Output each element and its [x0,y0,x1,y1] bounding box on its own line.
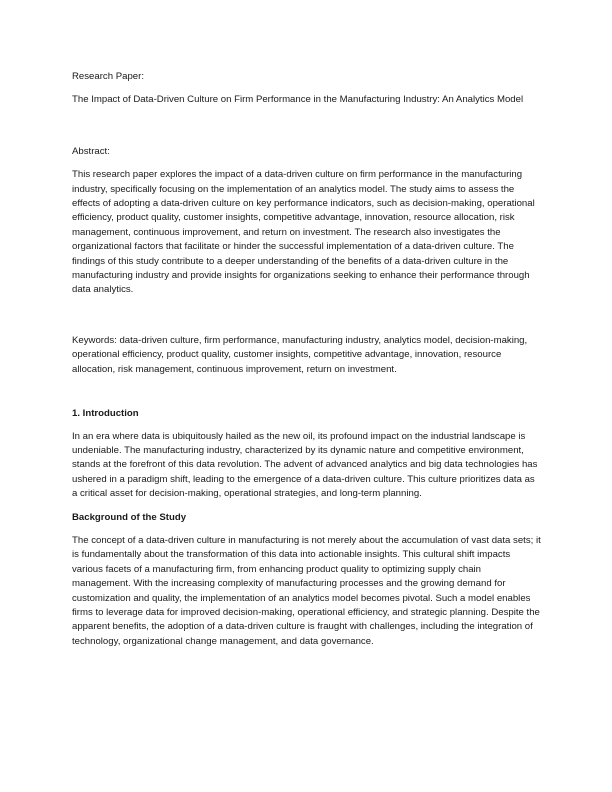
subheading-background: Background of the Study [72,511,187,523]
paper-title: The Impact of Data-Driven Culture on Firm Performance in the Manufacturing Industry: An Analytics Model [72,94,524,106]
section-heading-introduction: 1. Introduction [72,408,139,420]
abstract-label: Abstract: [72,145,110,157]
background-paragraph: The concept of a data-driven culture in manufacturing is not merely about the accumulation of vast data sets; it is fundamentally about the transformation of this data into actionable insights. This cultural shift impacts various facets of a manufacturing firm, from enhancing product quality to optimizing supply chain management. With the increasing complexity of manufacturing processes and the growing demand for customization and quality, the implementation of an analytics model becomes pivotal. Such a model enables firms to leverage data for improved decision-making, operational efficiency, and strategic planning. Despite the apparent benefits, the adoption of a data-driven culture is fraught with challenges, including the integration of technology, organizational change management, and data governance. [72,534,541,647]
document-label: Research Paper: [72,71,144,82]
introduction-paragraph: In an era where data is ubiquitously hailed as the new oil, its profound impact on the industrial landscape is undeniable. The manufacturing industry, characterized by its dynamic nature and competitive environment, stands at the forefront of this data revolution. The advent of advanced analytics and big data technologies has ushered in a paradigm shift, leading to the emergence of a data-driven culture. This culture prioritizes data as a critical asset for decision-making, operational strategies, and long-term planning. [72,430,538,500]
abstract-body: This research paper explores the impact of a data-driven culture on firm performance in the manufacturing industry, specifically focusing on the implementation of an analytics model. The study aims to assess the effects of adopting a data-driven culture on key performance indicators, such as decision-making, operational efficiency, product quality, customer insights, competitive advantage, innovation, resource allocation, risk management, continuous improvement, and return on investment. The research also investigates the organizational factors that facilitate or hinder the successful implementation of a data-driven culture. The findings of this study contribute to a deeper understanding of the benefits of a data-driven culture in the manufacturing industry and provide insights for organizations seeking to enhance their performance through data analytics. [72,169,535,296]
keywords-paragraph: Keywords: data-driven culture, firm performance, manufacturing industry, analytics model, decision-making, operational efficiency, product quality, customer insights, competitive advantage, innovation, resource allocation, risk management, continuous improvement, return on investment. [72,334,528,375]
document-content [72,70,542,658]
